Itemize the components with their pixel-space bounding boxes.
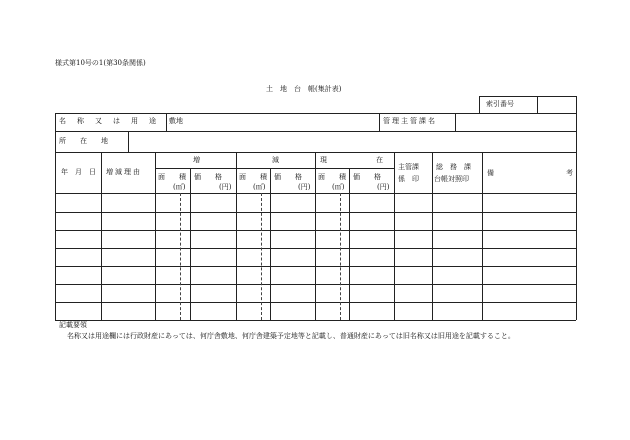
table-right-rule: [576, 113, 577, 320]
current-area-decimal-rule: [340, 193, 341, 320]
current-area-unit: (㎡): [332, 183, 345, 191]
table-left-rule: [55, 113, 56, 320]
managing-label-left-rule: [379, 113, 380, 131]
table-bottom-rule: [55, 320, 576, 321]
location-label: 所 在 地: [59, 137, 108, 145]
increase-price-unit: (円): [219, 183, 232, 191]
index-box-left: [479, 96, 480, 113]
form-title: 土 地 台 帳(集計表): [266, 85, 342, 93]
current-price-header: 価 格: [353, 173, 381, 181]
increase-area-unit: (㎡): [173, 183, 186, 191]
index-number-field[interactable]: [538, 97, 575, 112]
increase-area-header: 面 積: [158, 173, 186, 181]
reason-column-rule: [155, 152, 156, 320]
decrease-current-rule: [315, 152, 316, 320]
remarks-header-end: 考: [566, 169, 573, 177]
managing-section-label: 管理主管課名: [383, 117, 437, 125]
decrease-area-price-rule: [270, 168, 271, 320]
managing-section-field[interactable]: [456, 114, 575, 130]
decrease-header: 減: [272, 156, 279, 164]
remarks-header: 備: [487, 169, 494, 177]
index-number-label: 索引番号: [486, 100, 514, 108]
general-affairs-remarks-rule: [482, 152, 483, 320]
current-seal-rule: [394, 152, 395, 320]
seal-general-affairs-rule: [432, 152, 433, 320]
managing-seal-header-line2: 係 印: [398, 175, 419, 183]
notes-body: 名称又は用途欄には行政財産にあっては、何庁舎敷地、何庁舎建築予定地等と記載し、普通財産にあっては旧名称又は旧用途を記載すること。: [67, 332, 515, 340]
managing-seal-header-line1: 主管課: [398, 163, 419, 171]
increase-decrease-rule: [236, 152, 237, 320]
date-column-rule: [101, 152, 102, 320]
increase-header: 増: [193, 156, 200, 164]
current-header: 現 在: [320, 156, 383, 164]
name-or-use-label: 名 称 又 は 用 途: [59, 117, 158, 125]
date-header: 年 月 日: [61, 168, 96, 176]
increase-area-decimal-rule: [180, 193, 181, 320]
current-area-price-rule: [349, 168, 350, 320]
general-affairs-header-line2: 台帳対照印: [434, 175, 469, 183]
decrease-area-unit: (㎡): [253, 183, 266, 191]
reason-header: 増減理由: [106, 168, 142, 176]
current-area-header: 面 積: [318, 173, 346, 181]
current-price-unit: (円): [377, 183, 390, 191]
decrease-area-decimal-rule: [261, 193, 262, 320]
increase-area-price-rule: [190, 168, 191, 320]
name-label-divider: [166, 113, 167, 131]
form-number-label: 様式第10号の1(第30条関係): [55, 59, 146, 67]
decrease-price-unit: (円): [298, 183, 311, 191]
notes-heading: 記載要領: [59, 321, 87, 329]
location-field[interactable]: [129, 132, 575, 151]
decrease-price-header: 価 格: [274, 173, 302, 181]
index-box-right: [576, 96, 577, 113]
decrease-area-header: 面 積: [239, 173, 267, 181]
general-affairs-header-line1: 総 務 課: [436, 163, 471, 171]
increase-price-header: 価 格: [194, 173, 222, 181]
name-or-use-value: 敷地: [169, 117, 183, 125]
